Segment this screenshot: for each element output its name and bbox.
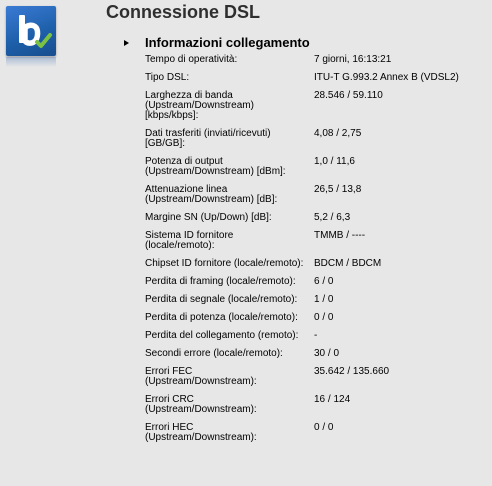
- info-value: 7 giorni, 16:13:21: [314, 54, 392, 65]
- info-label-line: Larghezza di banda: [145, 90, 233, 101]
- info-label: [145, 213, 314, 223]
- info-value: 0 / 0: [314, 422, 334, 433]
- info-label-line: (Upstream/Downstream): [145, 100, 254, 111]
- info-row: [145, 231, 492, 251]
- info-label: [145, 367, 314, 387]
- info-label-line: Chipset ID fornitore (locale/remoto):: [145, 258, 304, 269]
- info-row: [145, 367, 492, 387]
- info-row: [145, 73, 492, 83]
- info-value: 1,0 / 11,6: [314, 156, 355, 167]
- info-label-line: Margine SN (Up/Down) [dB]:: [145, 212, 272, 223]
- info-value: 1 / 0: [314, 294, 334, 305]
- info-label-line: Errori FEC: [145, 366, 193, 377]
- info-label: [145, 185, 314, 205]
- info-row: [145, 331, 492, 341]
- info-label-line: (Upstream/Downstream):: [145, 404, 257, 415]
- info-value: TMMB / ----: [314, 230, 366, 241]
- info-value: 30 / 0: [314, 348, 340, 359]
- info-row: [145, 129, 492, 149]
- info-label: [145, 349, 314, 359]
- info-label: [145, 313, 314, 323]
- info-row: [145, 185, 492, 205]
- info-row: [145, 295, 492, 305]
- info-value: -: [314, 330, 318, 341]
- logo-reflection: [6, 57, 56, 67]
- info-label-line: Perdita di segnale (locale/remoto):: [145, 294, 298, 305]
- info-value: 5,2 / 6,3: [314, 212, 351, 223]
- section-header[interactable]: [124, 35, 310, 50]
- info-label-line: Dati trasferiti (inviati/ricevuti): [145, 128, 271, 139]
- info-value: 26,5 / 13,8: [314, 184, 362, 195]
- section-title: Informazioni collegamento: [145, 35, 310, 50]
- info-value: BDCM / BDCM: [314, 258, 382, 269]
- info-label: [145, 129, 314, 149]
- info-label-line: Perdita di potenza (locale/remoto):: [145, 312, 298, 323]
- info-value: 28.546 / 59.110: [314, 90, 383, 101]
- info-label-line: (locale/remoto):: [145, 240, 215, 251]
- info-label-line: Perdita di framing (locale/remoto):: [145, 276, 296, 287]
- info-label-line: (Upstream/Downstream):: [145, 432, 257, 443]
- info-label-line: Potenza di output: [145, 156, 223, 167]
- info-label-line: (Upstream/Downstream) [dB]:: [145, 194, 278, 205]
- info-row: [145, 395, 492, 415]
- info-label: [145, 395, 314, 415]
- info-value: 4,08 / 2,75: [314, 128, 362, 139]
- info-label: [145, 423, 314, 443]
- info-row: [145, 313, 492, 323]
- info-label-line: Sistema ID fornitore: [145, 230, 234, 241]
- b-check-logo-icon[interactable]: [6, 6, 56, 56]
- info-label-line: Secondi errore (locale/remoto):: [145, 348, 283, 359]
- info-label: [145, 277, 314, 287]
- info-value: 16 / 124: [314, 394, 351, 405]
- info-row: [145, 157, 492, 177]
- info-label: [145, 231, 314, 251]
- expand-arrow-icon[interactable]: [124, 40, 129, 46]
- logo-column: [0, 0, 58, 486]
- info-label: [145, 295, 314, 305]
- info-row: [145, 91, 492, 121]
- info-row: [145, 55, 492, 65]
- info-row: [145, 349, 492, 359]
- info-label-line: Errori HEC: [145, 422, 194, 433]
- info-row: [145, 277, 492, 287]
- info-label-line: Attenuazione linea: [145, 184, 228, 195]
- info-label: [145, 157, 314, 177]
- info-value: 35.642 / 135.660: [314, 366, 390, 377]
- info-label: [145, 331, 314, 341]
- info-label-line: (Upstream/Downstream):: [145, 376, 257, 387]
- info-row: [145, 213, 492, 223]
- info-label: [145, 259, 314, 269]
- info-label-line: Perdita del collegamento (remoto):: [145, 330, 299, 341]
- info-label-line: (Upstream/Downstream) [dBm]:: [145, 166, 286, 177]
- info-label-line: [kbps/kbps]:: [145, 110, 199, 121]
- dsl-info-table: [145, 55, 492, 451]
- page-title: Connessione DSL: [106, 2, 261, 22]
- info-label-line: Tipo DSL:: [145, 72, 190, 83]
- info-label-line: [GB/GB]:: [145, 138, 186, 149]
- info-label: [145, 73, 314, 83]
- info-value: ITU-T G.993.2 Annex B (VDSL2): [314, 72, 459, 83]
- info-value: 0 / 0: [314, 312, 334, 323]
- info-label: [145, 55, 314, 65]
- info-value: 6 / 0: [314, 276, 334, 287]
- info-label-line: Errori CRC: [145, 394, 194, 405]
- info-label-line: Tempo di operatività:: [145, 54, 238, 65]
- info-label: [145, 91, 314, 121]
- info-row: [145, 259, 492, 269]
- info-row: [145, 423, 492, 443]
